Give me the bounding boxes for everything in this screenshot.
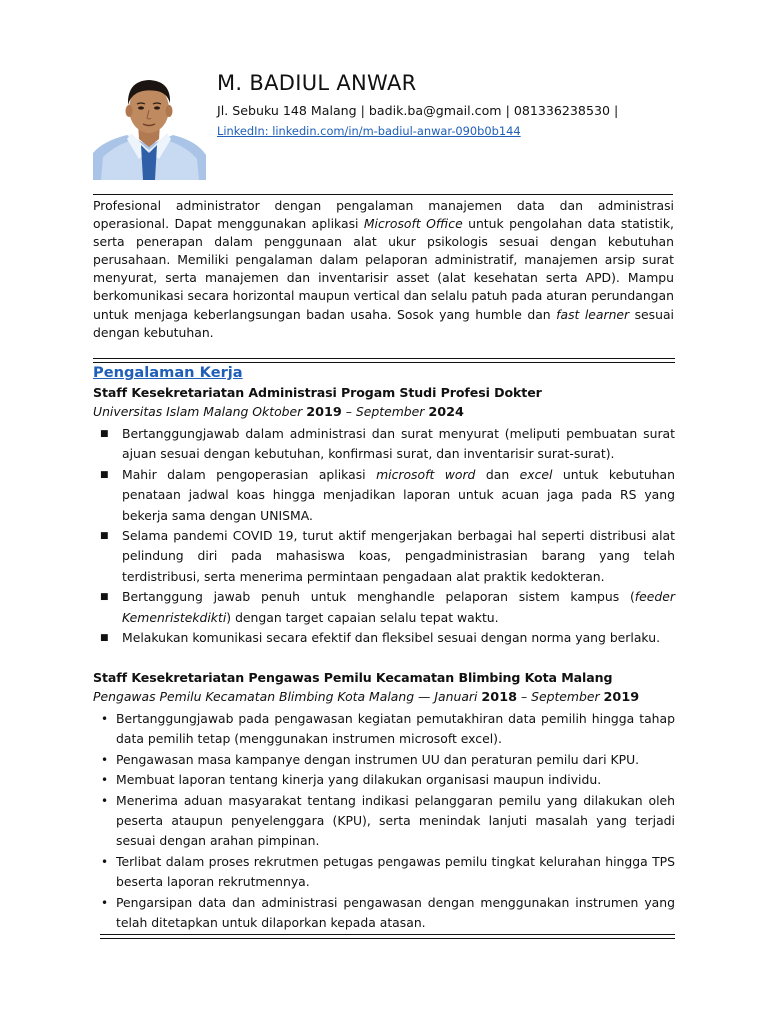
job-org: Universitas Islam Malang Oktober	[93, 404, 307, 419]
list-item	[93, 709, 675, 750]
list-item	[93, 750, 675, 770]
job-duties-list	[93, 424, 675, 648]
duty-text: Pengawasan masa kampanye dengan instrumen UU dan peraturan pemilu dari KPU.	[116, 751, 640, 767]
job-entry-unisma	[93, 385, 675, 648]
duty-text: Selama pandemi COVID 19, turut aktif mengerjakan berbagai hal seperti distribusi alat pelindung diri pada mahasiswa koas, pengadministrasian barang yang telah terdistribusi, serta menerima permintaan pengadaan alat praktik kedokteran.	[122, 528, 675, 584]
job-start-year: 2018	[481, 690, 518, 705]
job-end-year: 2019	[603, 690, 640, 705]
job-end-year: 2024	[428, 405, 464, 420]
duty-text: Pengarsipan data dan administrasi pengawasan dengan menggunakan instrumen yang telah ditetapkan untuk dilaporkan kepada atasan.	[116, 894, 675, 931]
job-duties-list	[93, 709, 675, 933]
section-title-experience: Pengalaman Kerja	[93, 364, 243, 381]
linkedin-link[interactable]: LinkedIn: linkedin.com/in/m-badiul-anwar-090b0b144	[217, 124, 521, 138]
square-bullet-icon: ■	[100, 592, 109, 603]
duty-text: Melakukan komunikasi secara efektif dan fleksibel sesuai dengan norma yang berlaku.	[122, 630, 661, 646]
list-item	[93, 791, 675, 852]
contact-line: Jl. Sebuku 148 Malang | badik.ba@gmail.com | 081336238530 |	[217, 103, 619, 118]
square-bullet-icon: ■	[100, 633, 109, 644]
square-bullet-icon: ■	[100, 531, 109, 542]
dot-bullet-icon: •	[101, 712, 109, 726]
list-item	[93, 587, 675, 628]
duty-text: Terlibat dalam proses rekrutmen petugas pengawas pemilu tingkat kelurahan hingga TPS beserta laporan rekrutmennya.	[116, 853, 675, 890]
job-org-dates	[93, 404, 675, 420]
square-bullet-icon: ■	[100, 469, 109, 480]
summary-emphasis-office: Microsoft Office	[363, 216, 463, 232]
section-divider-bottom	[100, 934, 675, 939]
profile-summary	[93, 197, 674, 342]
section-divider-top	[93, 358, 675, 363]
job-date-separator: – September	[517, 689, 604, 704]
dot-bullet-icon: •	[101, 793, 109, 808]
list-item	[93, 526, 675, 587]
summary-text-3: sesuai dengan kebutuhan.	[93, 306, 674, 340]
job-start-year: 2019	[306, 405, 342, 420]
duty-text: Mahir dalam pengoperasian aplikasi	[122, 466, 377, 482]
duty-text: untuk kebutuhan penataan jadwal koas hingga menjadikan laporan untuk acuan jaga pada RS yang bekerja sama dengan UNISMA.	[122, 466, 675, 523]
job-org: Pengawas Pemilu Kecamatan Blimbing Kota Malang — Januari	[93, 689, 482, 704]
list-item	[93, 852, 675, 893]
list-item	[93, 424, 675, 465]
list-item	[93, 770, 675, 790]
summary-text-2: untuk pengolahan data statistik, serta penerapan dalam penggunaan alat ukur psikologis sesuai dengan kebutuhan perusahaan. Memiliki pengalaman dalam pelaporan administratif, manajemen arsip surat menyurat, serta manajemen dan inventarisir asset (alat kesehatan serta APD). Mampu berkomunikasi secara horizontal maupun vertical dan selalu patuh pada aturan perundangan untuk menjaga keberlangsungan badan usaha. Sosok yang humble dan	[93, 216, 674, 322]
job-title: Staff Kesekretariatan Pengawas Pemilu Kecamatan Blimbing Kota Malang	[93, 670, 613, 685]
list-item	[93, 465, 675, 526]
profile-photo	[93, 75, 206, 180]
dot-bullet-icon: •	[101, 773, 109, 788]
job-date-separator: – September	[341, 404, 429, 419]
duty-text: Membuat laporan tentang kinerja yang dilakukan organisasi maupun individu.	[116, 772, 602, 788]
duty-emphasis: excel	[519, 466, 553, 482]
header-divider	[93, 194, 673, 195]
duty-emphasis: feeder Kemenristekdikti	[122, 589, 675, 625]
dot-bullet-icon: •	[101, 895, 109, 910]
dot-bullet-icon: •	[101, 752, 109, 767]
dot-bullet-icon: •	[101, 854, 109, 869]
summary-text-1: Profesional administrator dengan pengalaman manajemen data dan administrasi operasional. Dapat menggunakan aplikasi	[93, 198, 674, 232]
candidate-name: M. BADIUL ANWAR	[217, 71, 417, 95]
duty-text: ) dengan target capaian selalu tepat waktu.	[226, 609, 499, 625]
duty-text: Bertanggung jawab penuh untuk menghandle pelaporan sistem kampus (	[122, 589, 635, 605]
job-entry-bawaslu	[93, 670, 675, 933]
list-item	[93, 893, 675, 934]
portrait-illustration	[93, 75, 206, 180]
job-title: Staff Kesekretariatan Administrasi Progam Studi Profesi Dokter	[93, 385, 542, 400]
duty-text: Bertanggungjawab pada pengawasan kegiatan pemutakhiran data pemilih hingga tahap data pemilih tetap (menggunakan instrumen microsoft excel).	[116, 711, 675, 747]
duty-emphasis: microsoft word	[376, 466, 476, 482]
square-bullet-icon: ■	[100, 429, 109, 439]
job-org-dates	[93, 689, 675, 705]
summary-emphasis-fast-learner: fast learner	[556, 306, 630, 322]
duty-text: Menerima aduan masyarakat tentang indikasi pelanggaran pemilu yang dilakukan oleh peserta ataupun penyelenggara (KPU), serta menindak lanjuti masalah yang terjadi sesuai dengan arahan pimpinan.	[116, 792, 675, 849]
duty-text: dan	[475, 466, 520, 482]
list-item	[93, 628, 675, 648]
duty-text: Bertanggungjawab dalam administrasi dan surat menyurat (meliputi pembuatan surat ajuan sesuai dengan kebutuhan, konfirmasi surat, dan inventarisir surat-surat).	[122, 426, 675, 462]
